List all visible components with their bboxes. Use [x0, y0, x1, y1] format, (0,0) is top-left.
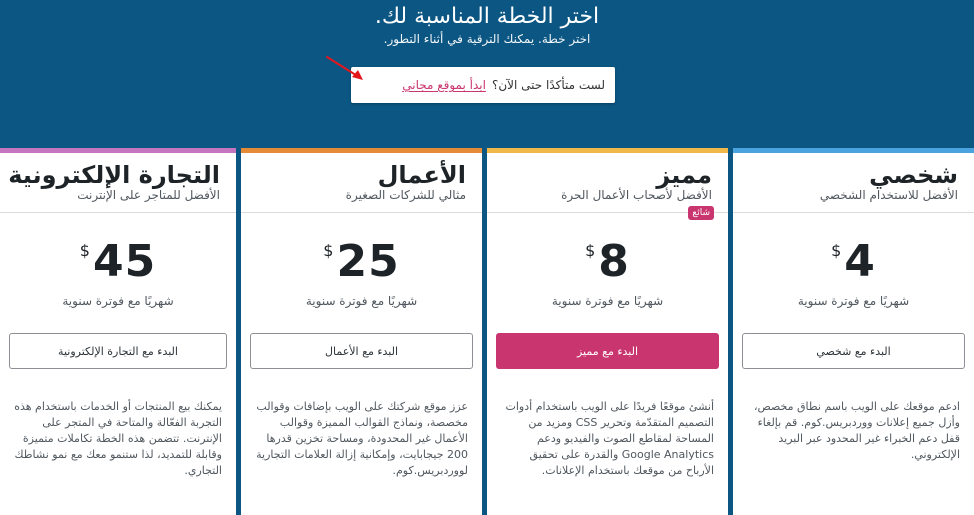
- plan-description: يمكنك بيع المنتجات أو الخدمات باستخدام هذه التجربة الفعّالة والمتاحة في المتجر على الإنترنت. تتضمن هذه الخطة تكاملات متميزة وقابلة للتمديد، لذا ستنمو معك مع نمو نشاطك التجاري.: [14, 400, 222, 477]
- plan-header: [487, 153, 728, 213]
- plan-description: أنشئ موقعًا فريدًا على الويب باستخدام أدوات التصميم المتقدّمة وتحرير CSS ومزيد من المساحة لمقاطع الصوت والفيديو ودعم Google Analytics والقدرة على تحقيق الأرباح من موقعك باستخدام الإعلانات.: [505, 400, 714, 477]
- price-amount: 4: [844, 236, 876, 287]
- plan-price: [241, 236, 482, 288]
- plan-name: مميز: [656, 161, 712, 189]
- price-amount: 45: [92, 236, 157, 287]
- free-site-notice: [351, 67, 615, 103]
- plan-tagline: الأفضل للمتاجر على الإنترنت: [77, 188, 220, 202]
- price-amount: 8: [598, 236, 630, 287]
- price-currency: $: [831, 241, 842, 260]
- plan-name: الأعمال: [377, 161, 466, 189]
- plan-header: [0, 153, 236, 213]
- popular-badge: شائع: [688, 206, 714, 220]
- plan-billing: شهريًا مع فوترة سنوية: [551, 294, 664, 308]
- price-amount: 25: [336, 236, 400, 287]
- plan-tagline: مثالي للشركات الصغيرة: [345, 188, 466, 202]
- plan-tagline: الأفضل للاستخدام الشخصي: [819, 188, 958, 202]
- start-business-button[interactable]: البدء مع الأعمال: [250, 333, 473, 369]
- plan-card-personal: [733, 148, 974, 515]
- plan-price: [733, 236, 974, 288]
- plan-description: ادعم موقعك على الويب باسم نطاق مخصص، وأزل جميع إعلانات ووردبريس.كوم. قم بإلغاء قفل دعم الخبراء غير المحدود عبر البريد الإلكتروني.: [753, 400, 960, 461]
- plan-billing: شهريًا مع فوترة سنوية: [62, 294, 174, 308]
- plan-header: [733, 153, 974, 213]
- start-premium-button[interactable]: البدء مع مميز: [496, 333, 719, 369]
- plan-card-business: [241, 148, 482, 515]
- price-currency: $: [79, 241, 90, 260]
- plan-billing: شهريًا مع فوترة سنوية: [797, 294, 910, 308]
- plan-price: [487, 236, 728, 288]
- start-free-site-link[interactable]: ابدأ بموقع مجاني: [402, 78, 486, 92]
- plan-card-ecommerce: [0, 148, 236, 515]
- page-title: اختر الخطة المناسبة لك.: [374, 4, 600, 29]
- plan-tagline: الأفضل لأصحاب الأعمال الحرة: [561, 188, 712, 202]
- plan-price: [0, 236, 236, 288]
- plan-card-premium: [487, 148, 728, 515]
- page-subtitle: اختر خطة. يمكنك الترقية في أثناء التطور.: [383, 32, 591, 46]
- plan-billing: شهريًا مع فوترة سنوية: [305, 294, 418, 308]
- plan-name: شخصي: [869, 161, 958, 189]
- start-ecommerce-button[interactable]: البدء مع التجارة الإلكترونية: [9, 333, 227, 369]
- free-site-notice-text: لست متأكدًا حتى الآن؟: [491, 78, 605, 92]
- plan-name: التجارة الإلكترونية: [8, 161, 220, 189]
- price-currency: $: [323, 241, 334, 260]
- price-currency: $: [585, 241, 596, 260]
- plan-description: عزز موقع شركتك على الويب بإضافات وقوالب مخصصة، ونماذج القوالب المميزة وقوالب الأعمال غير المحدودة، ومساحة تخزين قدرها 200 جيجابايت، وإمكانية إزالة العلامات التجارية لووردبريس.كوم.: [256, 400, 468, 477]
- plan-header: [241, 153, 482, 213]
- plans-grid: [0, 148, 974, 515]
- start-personal-button[interactable]: البدء مع شخصي: [742, 333, 965, 369]
- plans-header: [0, 0, 974, 148]
